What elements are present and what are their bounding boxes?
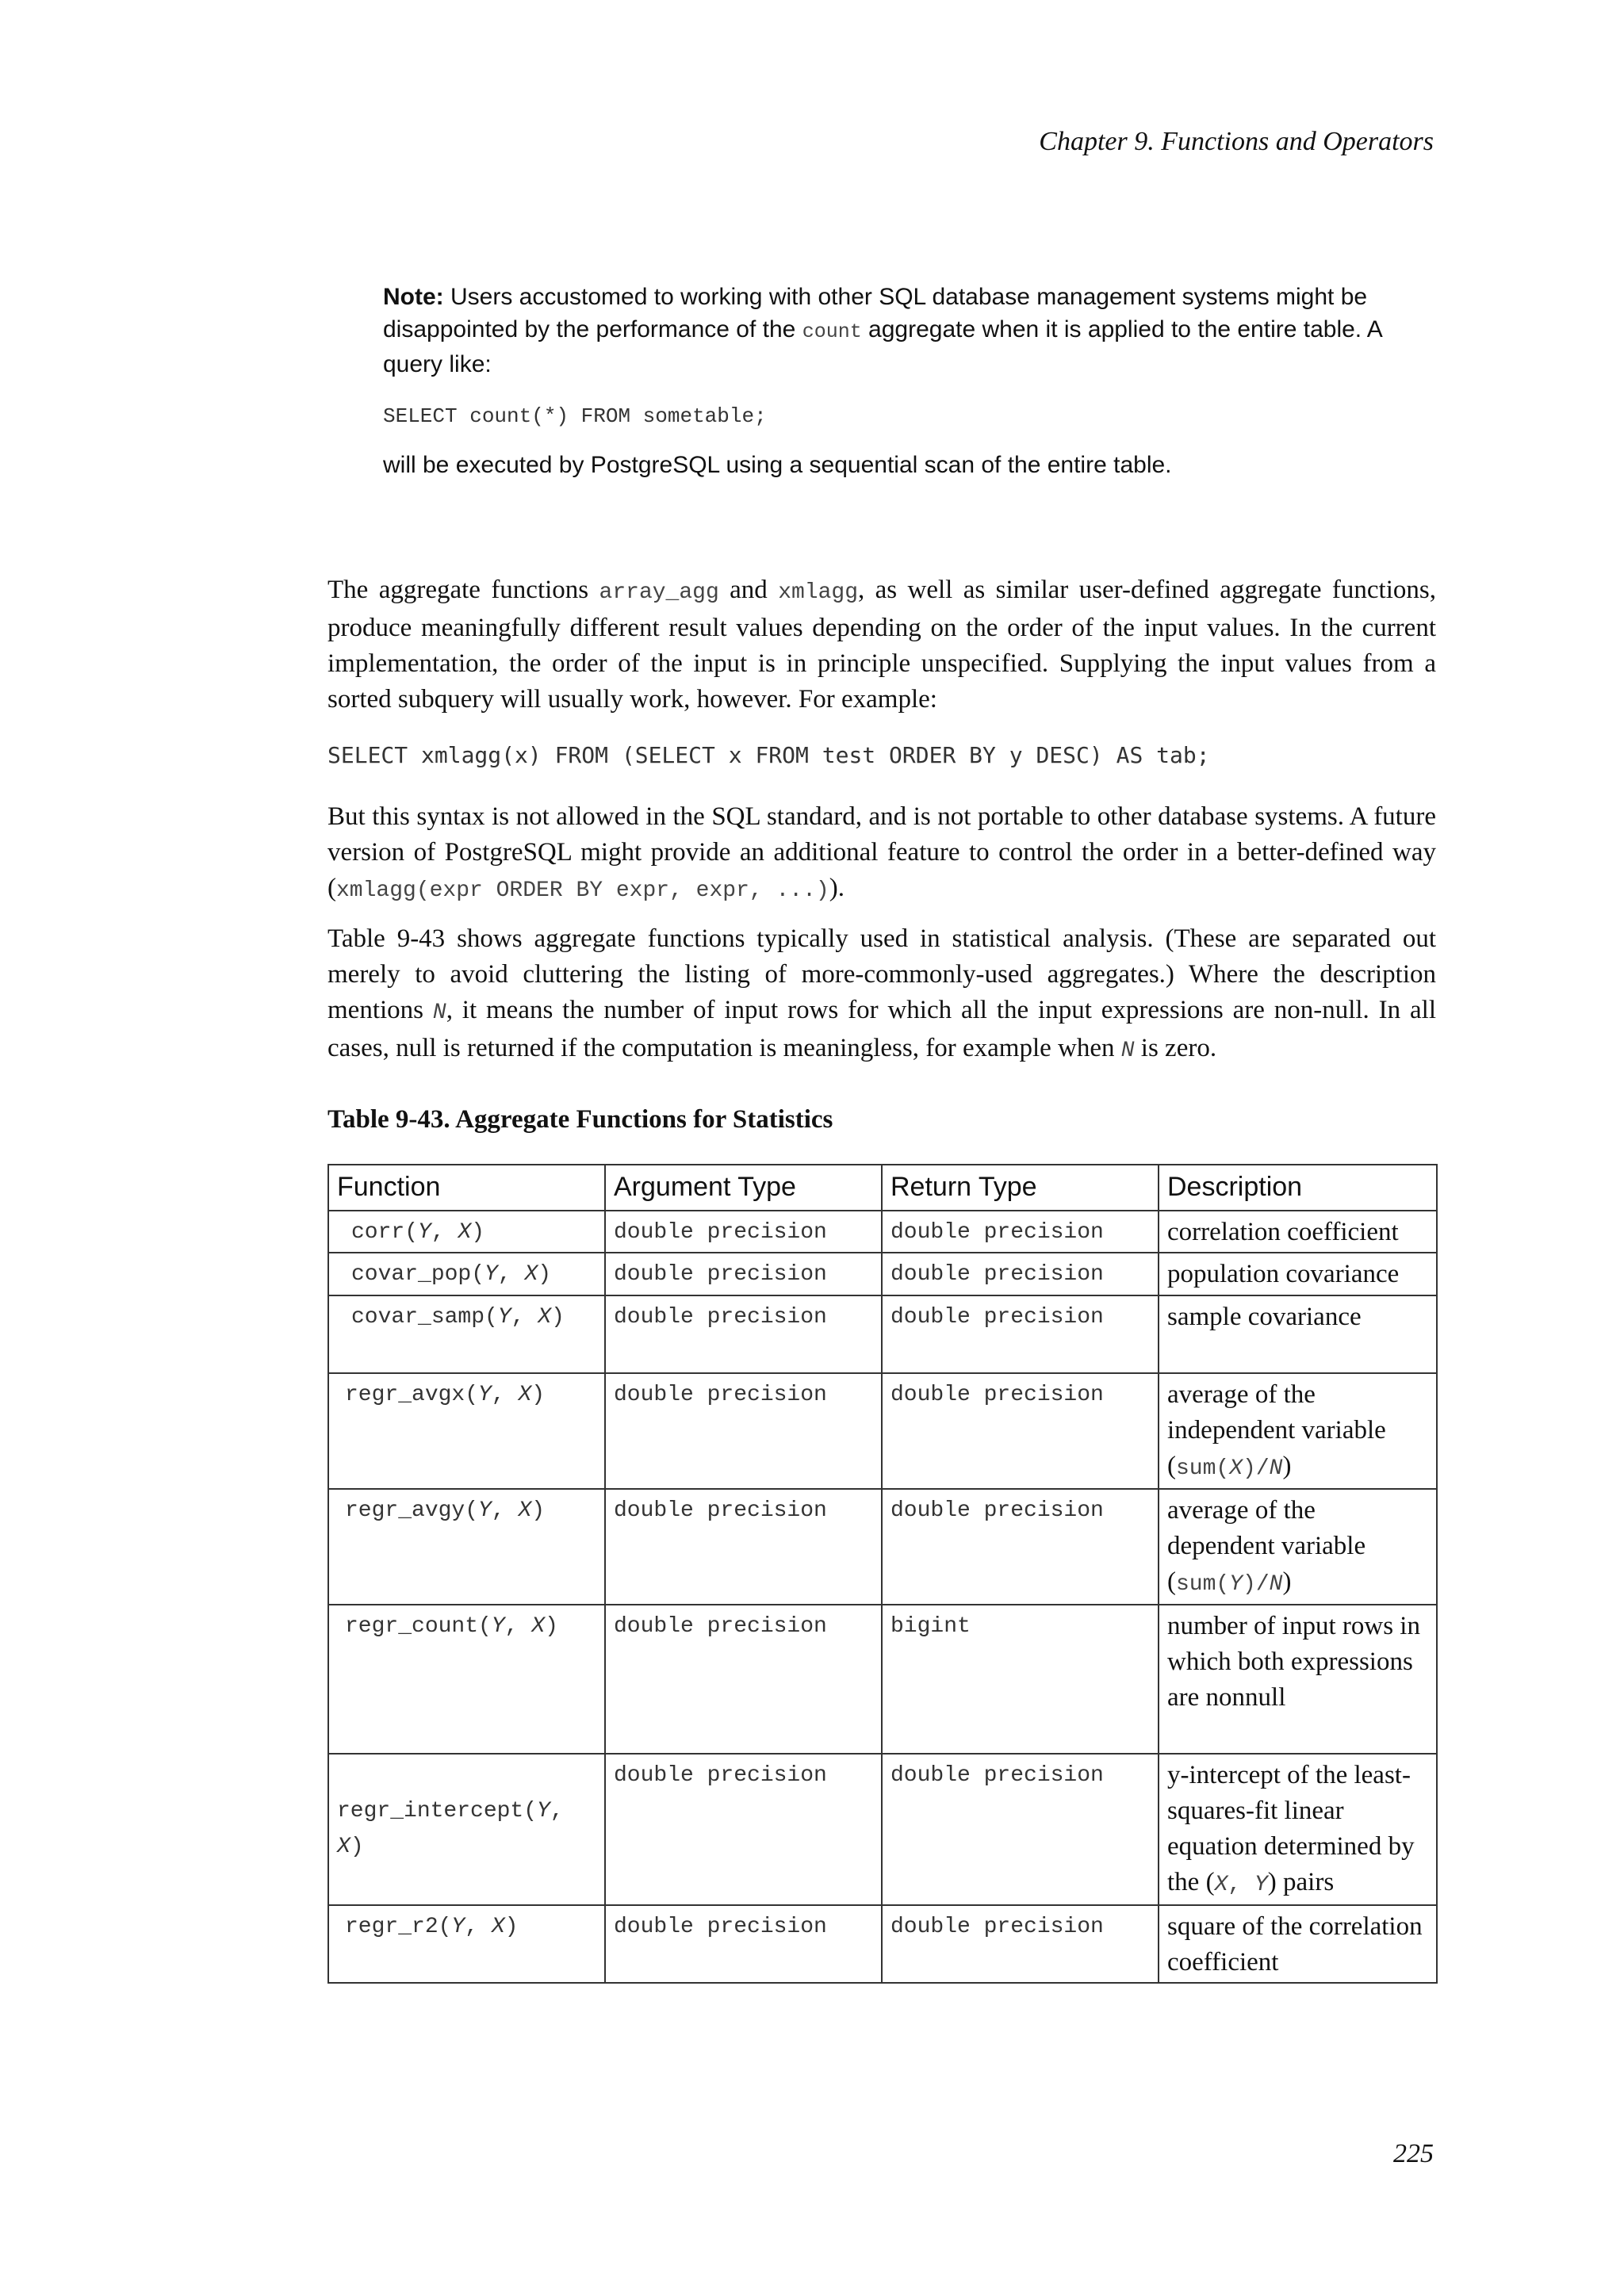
return-type-cell: double precision [882,1373,1159,1489]
table-header-row [328,1165,1437,1211]
inline-code-count: count [802,320,862,343]
table-title: Table 9-43. Aggregate Functions for Statistics [327,1105,833,1134]
argument-type-cell: double precision [605,1253,882,1295]
table-row [328,1373,1437,1489]
paragraph-1 [327,572,1436,718]
para2-text-1: But this syntax is not allowed in the SQL standard, and is not portable to other database systems. A future version of PostgreSQL might provide an additional feature to control the order in a better-defined way ( [327,802,1436,902]
return-type-cell: double precision [882,1489,1159,1605]
return-type-cell: double precision [882,1295,1159,1373]
para3-text-2: , it means the number of input rows for which all the input expressions are non-null. In all cases, null is returned if the computation is meaningless, for example when [327,996,1437,1062]
argument-type-cell: double precision [605,1905,882,1983]
description-cell: average of the independent variable (sum(X)/N) [1159,1373,1437,1489]
argument-type-cell: double precision [605,1754,882,1905]
table-row [328,1295,1437,1373]
return-type-cell: double precision [882,1253,1159,1295]
description-cell: population covariance [1159,1253,1437,1295]
description-cell: sample covariance [1159,1295,1437,1373]
description-cell: average of the dependent variable (sum(Y)/N) [1159,1489,1437,1605]
return-type-cell: double precision [882,1211,1159,1253]
page-number: 225 [1393,2139,1434,2168]
function-cell: regr_count(Y, X) [328,1605,605,1754]
argument-type-cell: double precision [605,1605,882,1754]
column-header-argument-type: Argument Type [605,1165,882,1211]
paragraph-2 [327,799,1436,909]
code-block-xmlagg [327,742,1436,768]
inline-code-xmlagg: xmlagg [778,580,859,605]
return-type-cell: bigint [882,1605,1159,1754]
var-n-2: N [1120,1039,1135,1063]
description-cell: y-intercept of the least-squares-fit linear equation determined by the (X, Y) pairs [1159,1754,1437,1905]
table-row [328,1754,1437,1905]
inline-code-xmlagg-order: xmlagg(expr ORDER BY expr, expr, ...) [336,878,829,903]
argument-type-cell: double precision [605,1295,882,1373]
function-cell: regr_avgy(Y, X) [328,1489,605,1605]
note-text-1: Users accustomed to working with other SQL database management systems might be disappointed by the performance of the [383,284,1368,342]
description-cell: number of input rows in which both expressions are nonnull [1159,1605,1437,1754]
column-header-function: Function [328,1165,605,1211]
code-block-text: SELECT xmlagg(x) FROM (SELECT x FROM test ORDER BY y DESC) AS tab; [327,742,1210,768]
note-box [383,281,1436,481]
para1-text-3: , as well as similar user-defined aggregate functions, produce meaningfully different result values depending on the order of the input values. In the current implementation, the order of the input is in principle unspecified. Supplying the input values from a sorted subquery will usually work, however. For example: [327,576,1436,714]
function-cell: regr_avgx(Y, X) [328,1373,605,1489]
function-cell: covar_samp(Y, X) [328,1295,605,1373]
paragraph-3 [327,921,1436,1069]
var-n-1: N [432,1001,446,1025]
note-text-3: will be executed by PostgreSQL using a sequential scan of the entire table. [383,452,1172,478]
column-header-return-type: Return Type [882,1165,1159,1211]
column-header-description: Description [1159,1165,1437,1211]
note-paragraph [383,281,1436,381]
table-row [328,1605,1437,1754]
para2-text-2: ). [829,874,845,902]
description-cell: correlation coefficient [1159,1211,1437,1253]
argument-type-cell: double precision [605,1489,882,1605]
argument-type-cell: double precision [605,1373,882,1489]
para1-text-1: The aggregate functions [327,576,599,604]
table-row [328,1253,1437,1295]
function-cell: corr(Y, X) [328,1211,605,1253]
table-row [328,1905,1437,1983]
inline-code-array-agg: array_agg [599,580,719,605]
para1-text-2: and [718,576,779,604]
description-cell: square of the correlation coefficient [1159,1905,1437,1983]
note-code-block: SELECT count(*) FROM sometable; [383,404,767,428]
note-label: Note: [383,284,444,310]
table-row [328,1489,1437,1605]
note-text-2: aggregate when it is applied to the entire table. A query like: [383,316,1382,377]
para3-text-3: is zero. [1134,1034,1217,1062]
running-head: Chapter 9. Functions and Operators [1039,127,1434,156]
para3-text-1: Table 9-43 shows aggregate functions typically used in statistical analysis. (These are separated out merely to avoid cluttering the listing of more-commonly-used aggregates.) Where the description mentions [327,924,1436,1024]
argument-type-cell: double precision [605,1211,882,1253]
function-cell: covar_pop(Y, X) [328,1253,605,1295]
return-type-cell: double precision [882,1905,1159,1983]
table-row [328,1211,1437,1253]
function-cell: regr_r2(Y, X) [328,1905,605,1983]
return-type-cell: double precision [882,1754,1159,1905]
statistics-table [327,1164,1438,1984]
function-cell: regr_intercept(Y, X) [328,1754,605,1905]
